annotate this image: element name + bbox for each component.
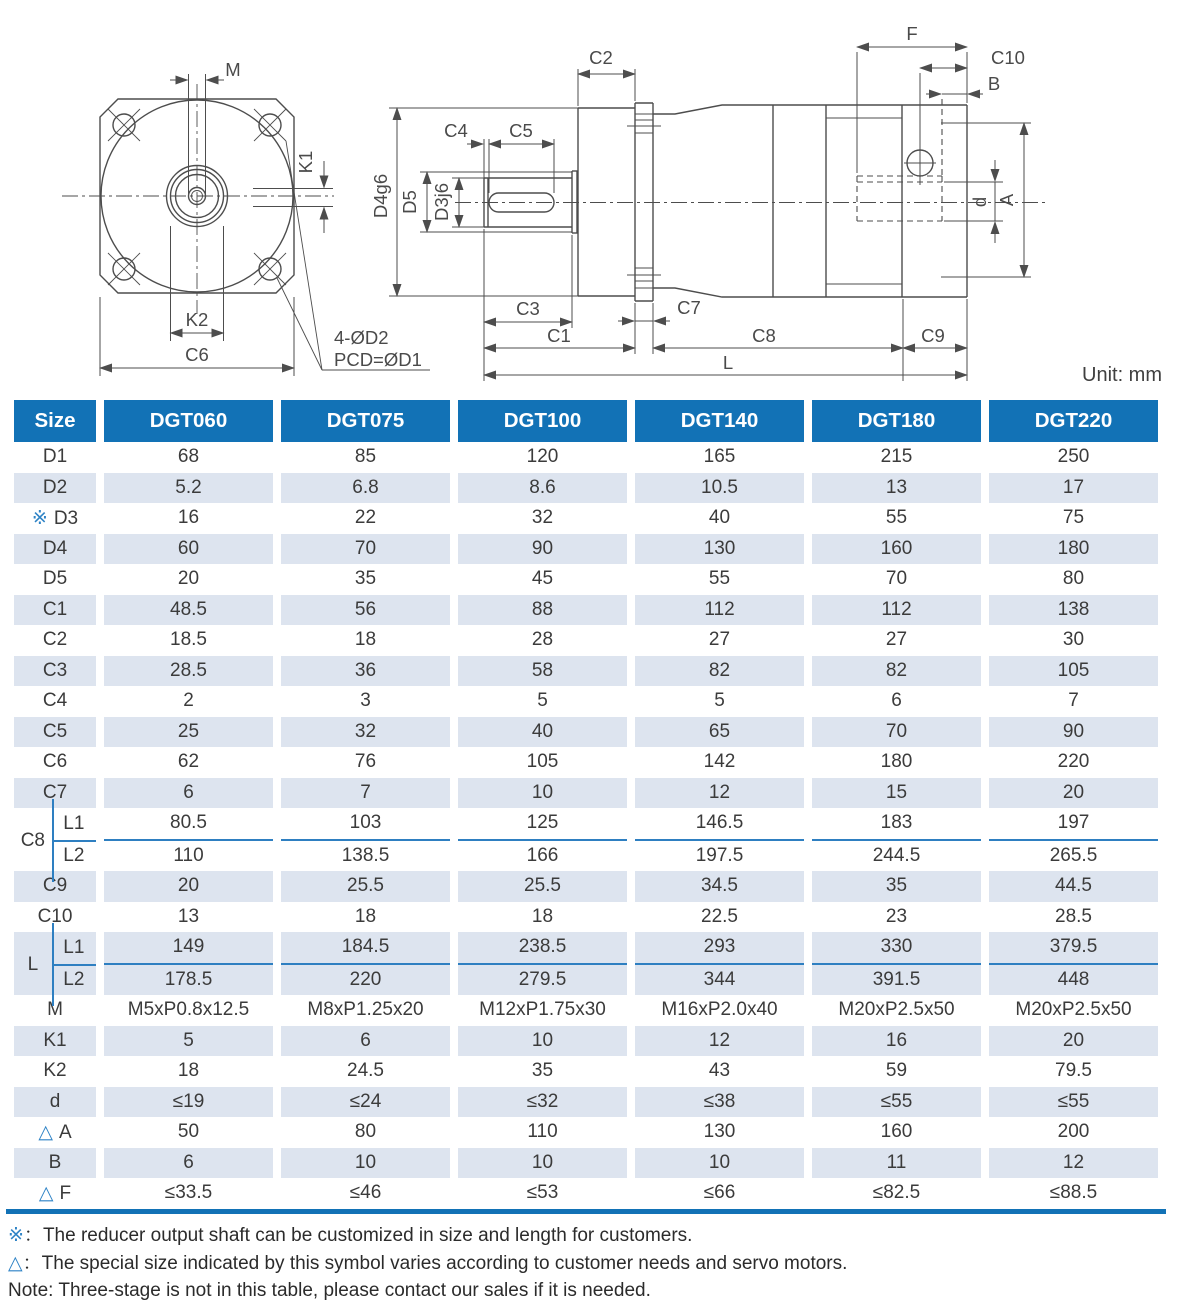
triangle-symbol: △ [8,1252,23,1274]
cell: 18 [354,629,377,651]
cell: 82 [812,656,981,687]
cell: 110 [527,1121,558,1143]
cell: 138.5 [341,844,390,866]
row-label: ※ D3 [31,507,79,529]
dim-label-b: B [987,73,1001,94]
cell: M20xP2.5x50 [838,999,955,1021]
table-row [14,1056,1158,1087]
cell: 65 [635,717,804,748]
cell: 112 [635,595,804,626]
dim-label-a: A [996,193,1017,207]
cell: 90 [458,534,627,565]
cell: 130 [703,1121,736,1143]
cell: 22.5 [701,905,738,927]
column-header: DGT140 [635,400,804,442]
cell: M12xP1.75x30 [479,999,606,1021]
row-label: C5 [14,717,96,748]
row-label: △ A [38,1121,72,1143]
dim-label-c10: C10 [991,47,1025,68]
cell: M16xP2.0x40 [661,999,778,1021]
cell: 5 [104,1026,273,1057]
table-row [14,595,1158,626]
cell: 130 [635,534,804,565]
cell: 25.5 [281,871,450,902]
cell: 18 [354,905,377,927]
cell: 2 [183,690,194,712]
cell: 55 [708,568,731,590]
group-label: C8 [20,829,45,851]
cell: 180 [989,534,1158,565]
cell: ≤66 [703,1182,736,1204]
cell: 23 [885,905,908,927]
cell: 149 [104,932,273,965]
table-row [14,564,1158,595]
cell: 183 [812,808,981,841]
cell: 18 [531,905,554,927]
cell: 68 [177,446,200,468]
row-label: C4 [42,690,68,712]
cell: 80 [354,1121,377,1143]
cell: 10 [458,1026,627,1057]
dim-label-pcd: PCD=ØD1 [334,349,422,370]
cell: 138 [989,595,1158,626]
group-divider-line [52,840,96,842]
cell: 35 [531,1060,554,1082]
cell: 142 [703,751,736,773]
cell: 10 [635,1148,804,1179]
cell: 125 [458,808,627,841]
table-row [14,534,1158,565]
dim-label-m: M [225,59,241,80]
row-label: d [14,1087,96,1118]
cell: 5 [714,690,725,712]
cell: 76 [354,751,377,773]
cell: 7 [1068,690,1079,712]
cell: 88 [458,595,627,626]
cell: 112 [812,595,981,626]
cell: 330 [812,932,981,965]
table-row [14,778,1158,809]
cell: 197 [989,808,1158,841]
dim-label-f: F [906,23,918,44]
cell: 13 [812,473,981,504]
cell: ≤24 [281,1087,450,1118]
cell: 103 [281,808,450,841]
table-row [14,717,1158,748]
cell: 25 [104,717,273,748]
cell: 24.5 [347,1060,384,1082]
cell: 10 [458,1148,627,1179]
cell: 5.2 [104,473,273,504]
table-row [14,1178,1158,1209]
cell: 20 [989,778,1158,809]
cell: 59 [885,1060,908,1082]
cell: 12 [635,778,804,809]
cell: 13 [177,905,200,927]
cell: 28.5 [104,656,273,687]
footnote-line: ※：The reducer output shaft can be customized in size and length for customers. [8,1225,693,1246]
cell: 62 [177,751,200,773]
cell: 18 [177,1060,200,1082]
dim-label-d5: D5 [399,190,420,214]
cell: 90 [989,717,1158,748]
cell: 160 [812,534,981,565]
cell: 184.5 [281,932,450,965]
cell: 105 [989,656,1158,687]
row-label: K1 [14,1026,96,1057]
cell: 45 [531,568,554,590]
column-header: DGT060 [104,400,273,442]
cell: 27 [708,629,731,651]
cell: 18.5 [170,629,207,651]
dim-label-c3: C3 [516,298,540,319]
dim-label-c5: C5 [509,120,533,141]
cell: 10 [458,778,627,809]
cell: 279.5 [458,965,627,996]
row-label: D1 [42,446,68,468]
row-label [14,808,96,851]
sub-row-label: L1 [63,937,85,959]
cell: 50 [177,1121,200,1143]
row-label: D5 [42,568,68,590]
dim-label-c6: C6 [185,344,209,365]
cell: 391.5 [812,965,981,996]
row-label: D2 [14,473,96,504]
cell: ≤88.5 [1049,1182,1098,1204]
sub-row-label: L2 [63,968,85,990]
cell: 40 [458,717,627,748]
cell: 293 [635,932,804,965]
table-row [14,1026,1158,1057]
cell: 44.5 [989,871,1158,902]
cell: 27 [885,629,908,651]
cell: 17 [989,473,1158,504]
row-label: C7 [14,778,96,809]
row-label: B [14,1148,96,1179]
row-label [14,932,96,975]
table-row [14,625,1158,656]
cell: 58 [458,656,627,687]
table-row [14,1148,1158,1179]
cell: 178.5 [104,965,273,996]
dim-label-c7: C7 [677,297,701,318]
table-row [14,965,1158,996]
cell: 120 [526,446,559,468]
cell: 6 [104,1148,273,1179]
cell: 70 [281,534,450,565]
star-symbol: ※ [8,1225,24,1246]
table-row [14,932,1158,965]
cell: 34.5 [635,871,804,902]
cell: 197.5 [695,844,744,866]
cell: 6 [281,1026,450,1057]
table-header-row [14,400,1158,442]
cell: 56 [281,595,450,626]
cell: M20xP2.5x50 [1015,999,1132,1021]
cell: 6.8 [281,473,450,504]
cell: 244.5 [872,844,921,866]
row-label: C9 [14,871,96,902]
cell: 448 [989,965,1158,996]
cell: 8.6 [458,473,627,504]
table-row [14,871,1158,902]
cell: 25.5 [458,871,627,902]
table-row [14,1117,1158,1148]
cell: 55 [885,507,908,529]
group-label: L [27,953,39,975]
cell: 6 [891,690,902,712]
group-divider-line [52,964,96,966]
cell: 16 [812,1026,981,1057]
cell: 180 [880,751,913,773]
cell: 20 [989,1026,1158,1057]
dim-label-d: d [969,196,990,208]
unit-label: Unit: mm [1082,364,1162,386]
cell: 220 [281,965,450,996]
table-row [14,442,1158,473]
table-row [14,902,1158,933]
cell: 15 [812,778,981,809]
row-label: K2 [43,1060,67,1082]
row-label: C2 [42,629,68,651]
row-label: C10 [37,905,73,927]
cell: ≤53 [526,1182,559,1204]
cell: 28.5 [1055,905,1092,927]
dimension-table [6,400,1166,1209]
cell: M5xP0.8x12.5 [127,999,250,1021]
cell: 12 [635,1026,804,1057]
cell: 70 [885,568,908,590]
cell: 12 [989,1148,1158,1179]
dim-label-d4g6: D4g6 [370,173,391,219]
table-row [14,656,1158,687]
cell: ≤82.5 [872,1182,921,1204]
row-label: C3 [14,656,96,687]
cell: 10.5 [635,473,804,504]
dim-label-k1: K1 [295,150,316,174]
cell: 20 [104,871,273,902]
row-symbol: ※ [31,507,48,529]
cell: 75 [1062,507,1085,529]
sub-row-label: L1 [63,813,85,835]
cell: 7 [281,778,450,809]
cell: ≤32 [458,1087,627,1118]
cell: 215 [880,446,913,468]
cell: 40 [708,507,731,529]
cell: 20 [177,568,200,590]
cell: 80.5 [104,808,273,841]
cell: 166 [526,844,559,866]
cell: 11 [812,1148,981,1179]
dimension-table-wrap [6,400,1166,1214]
cell: 238.5 [458,932,627,965]
cell: 250 [1057,446,1090,468]
cell: ≤38 [635,1087,804,1118]
cell: 28 [531,629,554,651]
cell: 60 [104,534,273,565]
column-header: DGT100 [458,400,627,442]
dim-label-c1: C1 [547,325,571,346]
sub-row-label: L2 [63,844,85,866]
row-label: D4 [14,534,96,565]
cell: 110 [173,844,204,866]
technical-drawing [0,0,1178,398]
cell: 16 [177,507,200,529]
cell: 35 [354,568,377,590]
cell: ≤19 [104,1087,273,1118]
table-row [14,686,1158,717]
cell: 6 [104,778,273,809]
dim-label-k2: K2 [185,309,209,330]
footnote-line: △：The special size indicated by this symbol varies according to customer needs and servo motors. [8,1252,848,1274]
cell: 43 [708,1060,731,1082]
cell: 220 [1057,751,1090,773]
dim-label-l: L [722,352,734,373]
cell: 3 [360,690,371,712]
column-header: DGT220 [989,400,1158,442]
table-row [14,841,1158,872]
cell: 105 [526,751,559,773]
cell: 146.5 [635,808,804,841]
row-label: C6 [42,751,68,773]
dim-label-c8: C8 [752,325,776,346]
cell: ≤33.5 [164,1182,213,1204]
cell: 32 [281,717,450,748]
side-view-drawing [370,23,1045,381]
column-header: DGT075 [281,400,450,442]
cell: 5 [537,690,548,712]
table-row [14,995,1158,1026]
cell: 70 [812,717,981,748]
cell: 32 [531,507,554,529]
dim-label-c4: C4 [444,120,468,141]
footnotes [8,1222,847,1305]
row-symbol: △ [38,1182,54,1204]
cell: 344 [635,965,804,996]
cell: 379.5 [989,932,1158,965]
cell: 165 [703,446,736,468]
cell: M8xP1.25x20 [307,999,424,1021]
cell: 82 [635,656,804,687]
row-label: M [47,999,63,1021]
cell: 79.5 [1055,1060,1092,1082]
cell: ≤46 [349,1182,382,1204]
table-bottom-rule [6,1209,1166,1214]
table-row [14,1087,1158,1118]
cell: 35 [812,871,981,902]
dim-label-c2: C2 [589,47,613,68]
cell: ≤55 [812,1087,981,1118]
dim-label-holes: 4-ØD2 [334,327,389,348]
table-row [14,503,1158,534]
table-row [14,747,1158,778]
footnote-line: Note: Three-stage is not in this table, please contact our sales if it is needed. [8,1280,651,1301]
cell: 22 [354,507,377,529]
row-label: △ F [38,1182,72,1204]
cell: 265.5 [1049,844,1098,866]
column-header: DGT180 [812,400,981,442]
table-row [14,473,1158,504]
cell: 36 [281,656,450,687]
cell: 30 [1062,629,1085,651]
cell: 85 [354,446,377,468]
column-header: Size [14,400,96,442]
cell: 160 [880,1121,913,1143]
cell: ≤55 [989,1087,1158,1118]
cell: 10 [281,1148,450,1179]
cell: 200 [1057,1121,1090,1143]
row-symbol: △ [38,1121,53,1143]
dim-label-d3j6: D3j6 [431,182,452,222]
row-label: C1 [14,595,96,626]
cell: 80 [1062,568,1085,590]
table-row [14,808,1158,841]
cell: 48.5 [104,595,273,626]
dim-label-c9: C9 [921,325,945,346]
